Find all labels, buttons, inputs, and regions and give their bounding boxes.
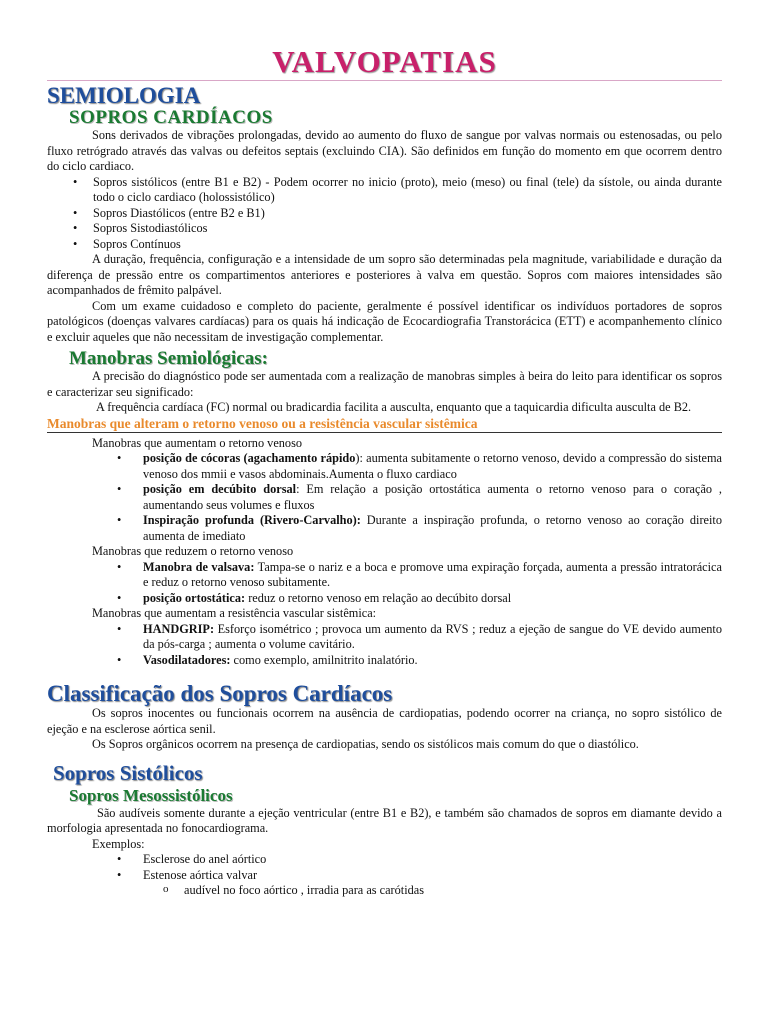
list-item: • posição em decúbito dorsal: Em relação a posição ortostática aumenta o retorno venoso para o coração , aumentando seus volumes e fluxos	[47, 482, 722, 513]
exemplos-sublist	[47, 883, 722, 899]
list-item: • Sopros sistólicos (entre B1 e B2) - Podem ocorrer no inicio (proto), meio (meso) ou final (tele) da sístole, ou ainda durante todo o ciclo cardiaco (holossistólico)	[47, 175, 722, 206]
list-item: • Esclerose do anel aórtico	[47, 852, 722, 868]
heading-sopros-sistolicos: Sopros Sistólicos	[53, 760, 203, 785]
list-item: o audível no foco aórtico , irradia para as carótidas	[47, 883, 722, 899]
group-aumentam-retorno-title: Manobras que aumentam o retorno venoso	[92, 435, 303, 450]
group-reduzem-retorno-title: Manobras que reduzem o retorno venoso	[92, 544, 294, 558]
heading-mesossistolicos: Sopros Mesossistólicos	[69, 785, 233, 805]
paragraph-mesossistolicos: São audíveis somente durante a ejeção ventricular (entre B1 e B2), e também são chamados de sopros em diamante devido a morfologia apresentada no fonocardiograma.	[47, 805, 722, 835]
paragraph-sopros-organicos: Os Sopros orgânicos ocorrem na presença de cardiopatias, sendo os sistólicos mais comum do que o diastólico.	[92, 737, 639, 751]
heading-sopros-cardiacos: SOPROS CARDÍACOS	[69, 107, 273, 128]
exemplos-label: Exemplos:	[92, 836, 145, 851]
exemplos-list	[47, 852, 722, 883]
group-aumentam-retorno-list	[47, 451, 722, 544]
heading-semiologia: SEMIOLOGIA	[47, 83, 201, 108]
paragraph-fc: A frequência cardíaca (FC) normal ou bradicardia facilita a ausculta, enquanto que a taquicardia dificulta ausculta de B2.	[96, 400, 692, 414]
title-divider	[47, 80, 722, 81]
sopros-types-list	[47, 175, 722, 253]
list-item: • Inspiração profunda (Rivero-Carvalho): Durante a inspiração profunda, o retorno venoso ao coração direito aumenta de imediato	[47, 513, 722, 544]
paragraph-sopros-definicao: Sons derivados de vibrações prolongadas, devido ao aumento do fluxo de sangue por valvas normais ou estenosadas, ou pelo fluxo retrógrado através das valvas ou defeitos septais (excluindo CIA). São definidos em função do momento em que ocorrem dentro do ciclo cardiaco.	[47, 128, 722, 173]
group-resistencia-list	[47, 622, 722, 669]
paragraph-duracao: A duração, frequência, configuração e a intensidade de um sopro são determinadas pela magnitude, variabilidade e duração da diferença de pressão entre os compartimentos anteriores e posteriores à valva em questão. Sopros com maiores intensidades são acompanhados de frêmito palpável.	[47, 252, 722, 297]
list-item: • HANDGRIP: Esforço isométrico ; provoca um aumento da RVS ; reduz a ejeção de sangue do VE devido aumento da pós-carga ; aumenta o volume cavitário.	[47, 622, 722, 653]
list-item: • Manobra de valsava: Tampa-se o nariz e a boca e promove uma expiração forçada, aumenta a pressão intratorácica e reduz o retorno venoso subitamente.	[47, 560, 722, 591]
paragraph-exame: Com um exame cuidadoso e completo do paciente, geralmente é possível identificar os indivíduos portadores de sopros patológicos (doenças valvares cardíacas) para os quais há indicação de Ecocardiografia Transtorácica (ETT) e acompanhemento clínico e excluir aqueles que não necessitam de investigação complementar.	[47, 298, 722, 344]
list-item: • Sopros Diastólicos (entre B2 e B1)	[47, 206, 722, 222]
list-item: • Sopros Contínuos	[47, 237, 722, 253]
group-resistencia-title: Manobras que aumentam a resistência vascular sistêmica:	[92, 606, 377, 620]
heading-classificacao: Classificação dos Sopros Cardíacos	[47, 681, 393, 706]
paragraph-precisao: A precisão do diagnóstico pode ser aumentada com a realização de manobras simples à beira do leito para identificar os sopros e caracterizar seu significado:	[47, 369, 722, 399]
list-item: • Estenose aórtica valvar	[47, 868, 722, 884]
group-reduzem-retorno-list	[47, 560, 722, 607]
list-item: • posição de cócoras (agachamento rápido): aumenta subitamente o retorno venoso, devido a compressão do sistema venoso dos mmii e vasos abdominais.Aumenta o fluxo cardiaco	[47, 451, 722, 482]
heading-manobras: Manobras Semiológicas:	[69, 348, 268, 369]
list-item: • Sopros Sistodiastólicos	[47, 221, 722, 237]
list-item: • posição ortostática: reduz o retorno venoso em relação ao decúbito dorsal	[47, 591, 722, 607]
list-item: • Vasodilatadores: como exemplo, amilnitrito inalatório.	[47, 653, 722, 669]
heading-manobras-retorno: Manobras que alteram o retorno venoso ou a resistência vascular sistêmica	[47, 416, 722, 433]
paragraph-sopros-inocentes: Os sopros inocentes ou funcionais ocorrem na ausência de cardiopatias, podendo ocorrer na criança, no sopro sistólico de ejeção e na esclerose aórtica senil.	[47, 706, 722, 736]
document-title: VALVOPATIAS	[272, 44, 497, 79]
